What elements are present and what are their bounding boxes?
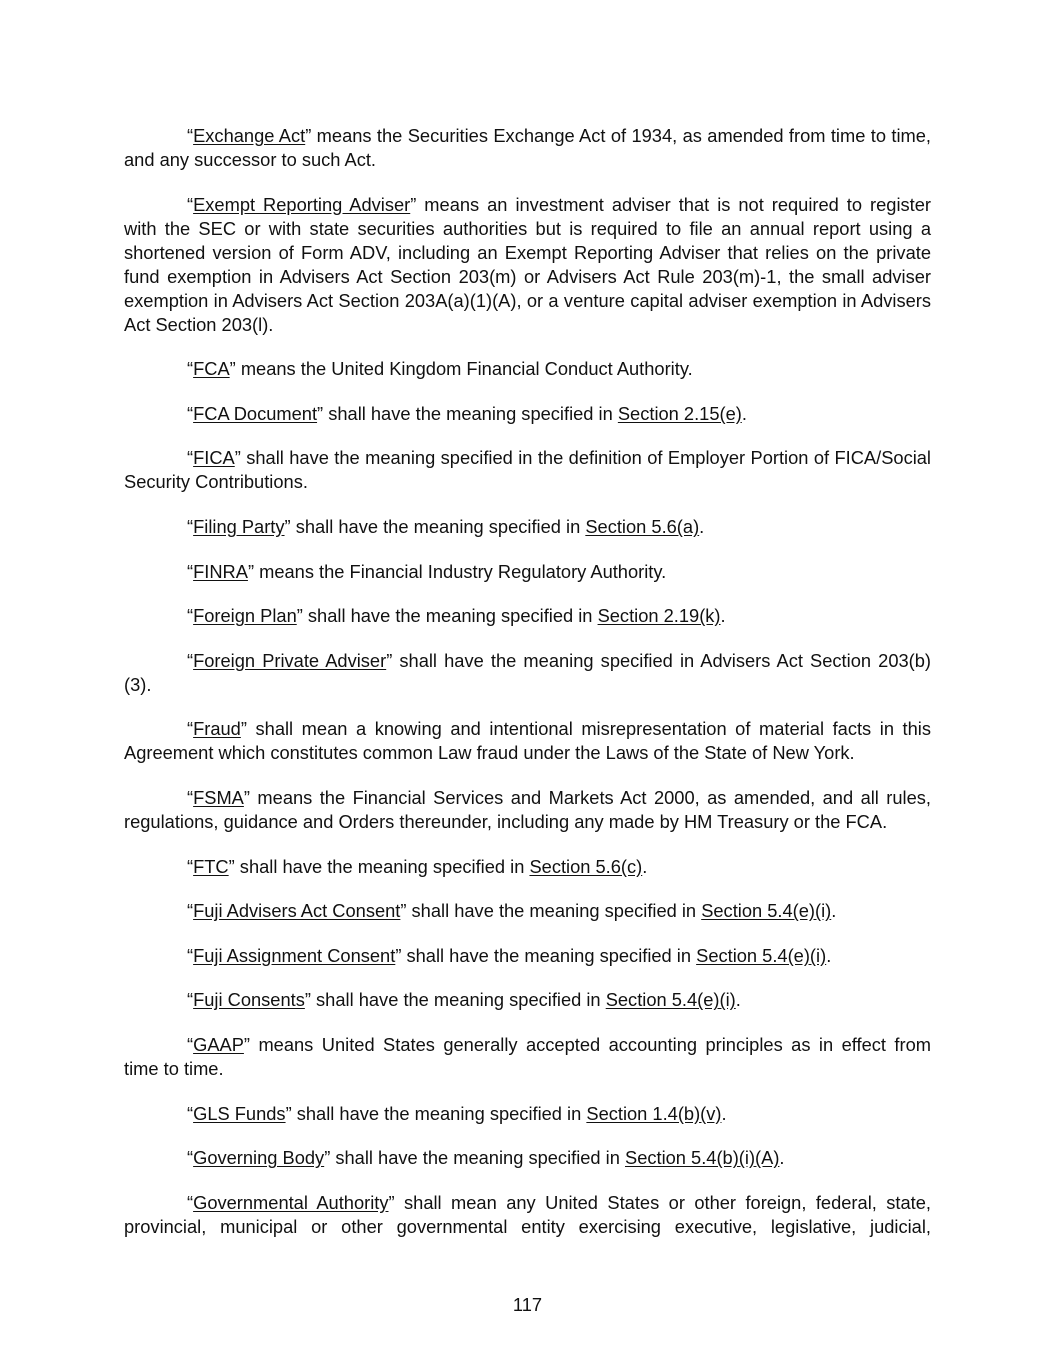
page-number: 117 <box>512 1294 543 1315</box>
defined-term: Exempt Reporting Adviser <box>193 193 411 215</box>
defined-term: Foreign Private Adviser <box>193 649 387 671</box>
definition-text: “ <box>187 786 194 808</box>
definition-paragraph <box>124 1033 931 1081</box>
section-reference: Section 5.6(c) <box>529 855 643 877</box>
definition-text: ” shall have the meaning specified in <box>395 944 697 966</box>
definition-paragraph <box>124 899 931 923</box>
definition-paragraph <box>124 124 931 172</box>
definition-text: ” means the Financial Industry Regulatory Authority. <box>247 560 667 582</box>
definition-paragraph <box>124 988 931 1012</box>
defined-term: FTC <box>193 855 229 877</box>
definition-paragraph <box>124 604 931 628</box>
definition-paragraph <box>124 786 931 834</box>
definition-text: . <box>642 855 648 877</box>
definition-text: ” shall have the meaning specified in Advisers Act Section 203(b)(3). <box>124 649 931 695</box>
definition-text: “ <box>187 1102 194 1124</box>
definition-text: “ <box>187 1191 194 1213</box>
defined-term: Fuji Consents <box>193 989 305 1011</box>
definition-text: “ <box>187 605 194 627</box>
definition-text: . <box>826 944 832 966</box>
definition-text: ” shall mean any United States or other foreign, federal, state, provincial, municipal or other governmental entity exercising executive, legislative, judicial, <box>124 1191 931 1237</box>
defined-term: Foreign Plan <box>193 605 297 627</box>
definition-paragraph <box>124 515 931 539</box>
definition-text: “ <box>187 1147 194 1169</box>
definition-text: ” means the Securities Exchange Act of 1934, as amended from time to time, and any successor to such Act. <box>124 125 932 170</box>
section-reference: Section 1.4(b)(v) <box>586 1102 722 1124</box>
definition-paragraph <box>124 855 931 879</box>
section-reference: Section 5.4(e)(i) <box>696 944 827 966</box>
definition-text: “ <box>187 402 194 424</box>
definition-text: “ <box>187 718 194 740</box>
defined-term: Fraud <box>193 718 241 740</box>
definition-paragraph <box>124 1146 931 1170</box>
definition-text: “ <box>187 560 194 582</box>
document-body <box>124 124 931 1259</box>
definition-text: ” shall mean a knowing and intentional misrepresentation of material facts in this Agreement which constitutes common Law fraud under the Laws of the State of New York. <box>124 718 931 764</box>
defined-term: Exchange Act <box>193 125 306 146</box>
definition-paragraph <box>124 193 931 337</box>
defined-term: FICA <box>193 447 235 469</box>
definition-text: “ <box>187 1033 194 1055</box>
definition-paragraph <box>124 717 931 765</box>
defined-term: FSMA <box>193 786 244 808</box>
definition-text: “ <box>187 989 194 1011</box>
definition-text: . <box>721 1102 727 1124</box>
definition-text: ” shall have the meaning specified in <box>317 402 618 424</box>
defined-term: GAAP <box>193 1033 244 1055</box>
definition-text: . <box>741 402 747 424</box>
definition-text: ” means the Financial Services and Markets Act 2000, as amended, and all rules, regulations, guidance and Orders thereunder, including any made by HM Treasury or the FCA. <box>124 786 931 832</box>
definition-paragraph <box>124 944 931 968</box>
defined-term: GLS Funds <box>193 1102 286 1124</box>
definition-text: . <box>735 989 741 1011</box>
definition-text: “ <box>187 358 194 380</box>
definition-text: ” shall have the meaning specified in <box>228 855 530 877</box>
section-reference: Section 2.15(e) <box>617 402 742 424</box>
defined-term: FCA <box>193 358 230 380</box>
defined-term: Filing Party <box>193 515 285 537</box>
definition-text: . <box>779 1147 785 1169</box>
definition-text: “ <box>187 900 194 922</box>
definition-text: “ <box>187 447 194 469</box>
defined-term: FCA Document <box>193 402 318 424</box>
definition-text: ” shall have the meaning specified in <box>400 900 702 922</box>
defined-term: Governing Body <box>193 1147 325 1169</box>
definition-text: ” means the United Kingdom Financial Conduct Authority. <box>229 358 693 380</box>
definition-paragraph <box>124 446 931 494</box>
section-reference: Section 5.4(e)(i) <box>701 900 832 922</box>
definition-paragraph <box>124 357 931 381</box>
section-reference: Section 5.4(e)(i) <box>605 989 736 1011</box>
definition-paragraph <box>124 402 931 426</box>
definition-text: “ <box>187 515 194 537</box>
defined-term: Governmental Authority <box>193 1191 389 1213</box>
definition-text: “ <box>187 855 194 877</box>
definition-text: “ <box>187 125 194 146</box>
definition-text: ” shall have the meaning specified in <box>285 1102 587 1124</box>
definition-text: . <box>831 900 837 922</box>
definition-text: “ <box>187 649 194 671</box>
definition-paragraph <box>124 1191 931 1239</box>
definition-text: ” shall have the meaning specified in <box>324 1147 625 1169</box>
definition-paragraph <box>124 649 931 697</box>
definition-text: “ <box>187 193 194 215</box>
definition-text: ” means an investment adviser that is not required to register with the SEC or with state securities authorities but is required to file an annual report using a shortened version of Form ADV, including an Exempt Reporting Adviser that relies on the private fund exemption in Advisers Act Section 203(m) or Advisers Act Rule 203(m)-1, the small adviser exemption in Advisers Act Section 203A(a)(1)(A), or a venture capital adviser exemption in Advisers Act Section 203(l). <box>124 193 931 335</box>
section-reference: Section 5.4(b)(i)(A) <box>625 1147 780 1169</box>
definition-text: “ <box>187 944 194 966</box>
definition-text: . <box>699 515 705 537</box>
section-reference: Section 2.19(k) <box>597 605 721 627</box>
definition-text: ” shall have the meaning specified in the definition of Employer Portion of FICA/Social Security Contributions. <box>124 447 931 493</box>
defined-term: Fuji Assignment Consent <box>193 944 396 966</box>
definition-text: ” shall have the meaning specified in <box>304 989 606 1011</box>
defined-term: FINRA <box>193 560 248 582</box>
definition-paragraph <box>124 1102 931 1126</box>
definition-text: ” shall have the meaning specified in <box>296 605 598 627</box>
defined-term: Fuji Advisers Act Consent <box>193 900 401 922</box>
definition-text: . <box>720 605 726 627</box>
definition-text: ” shall have the meaning specified in <box>284 515 586 537</box>
definition-text: ” means United States generally accepted accounting principles as in effect from time to time. <box>124 1033 931 1079</box>
definition-paragraph <box>124 560 931 584</box>
section-reference: Section 5.6(a) <box>585 515 700 537</box>
